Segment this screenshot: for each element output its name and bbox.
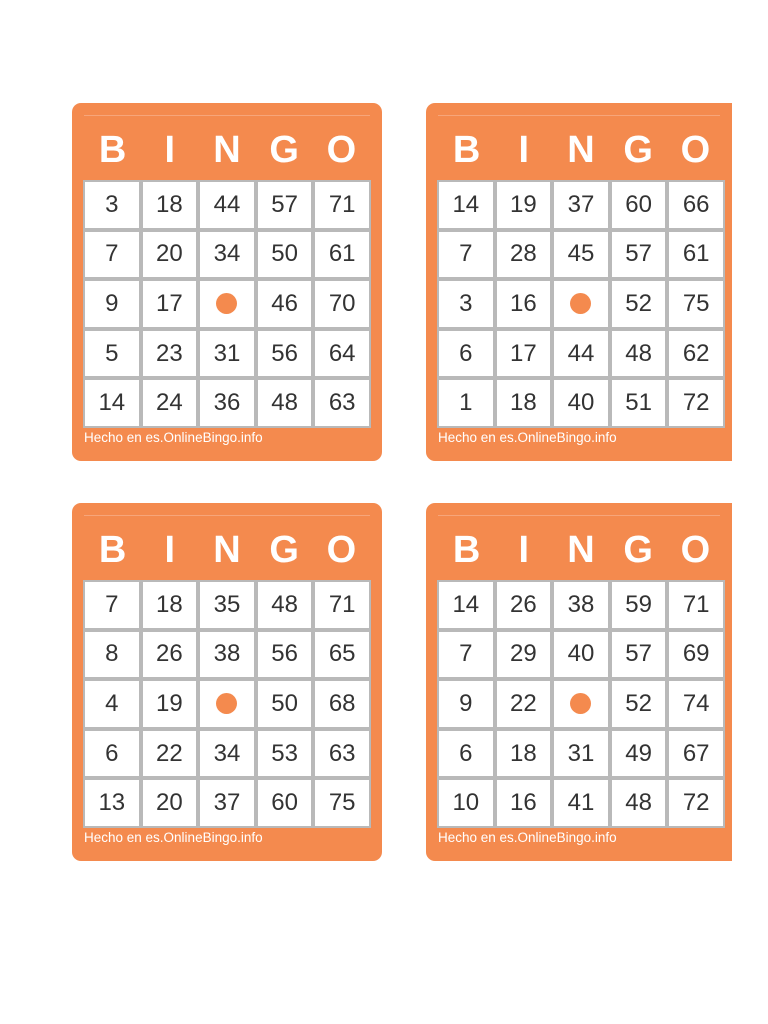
grid-cell: 38 [200,632,254,678]
letter-o: O [680,529,711,571]
grid-cell: 48 [612,780,666,826]
bingo-title [438,525,724,575]
grid-cell: 6 [439,731,493,777]
grid-cell: 3 [85,182,139,228]
grid-cell: 29 [497,632,551,678]
bingo-title [84,525,370,575]
grid-cell: 1 [439,380,493,426]
grid-cell: 68 [315,681,369,727]
letter-o: O [680,129,711,171]
grid-cell: 75 [669,281,723,327]
grid-cell: 24 [143,380,197,426]
card-header-divider [84,515,370,516]
grid-cell: 64 [315,331,369,377]
grid-cell: 59 [612,582,666,628]
grid-cell: 7 [439,232,493,278]
free-space-cell [554,681,608,727]
bingo-card-3 [72,503,382,861]
grid-cell: 26 [143,632,197,678]
letter-n: N [567,129,595,171]
letter-g: G [623,129,653,171]
grid-cell: 37 [554,182,608,228]
letter-n: N [567,529,595,571]
grid-cell: 34 [200,731,254,777]
card-header-divider [438,115,720,116]
letter-i: I [518,529,530,571]
grid-cell: 28 [497,232,551,278]
card-header-divider [84,115,370,116]
grid-cell: 71 [669,582,723,628]
grid-cell: 7 [439,632,493,678]
grid-cell: 16 [497,281,551,327]
free-space-cell [200,281,254,327]
grid-cell: 56 [258,632,312,678]
grid-cell: 69 [669,632,723,678]
grid-cell: 66 [669,182,723,228]
grid-cell: 72 [669,380,723,426]
grid-cell: 7 [85,582,139,628]
free-space-dot-icon [570,693,591,714]
grid-cell: 8 [85,632,139,678]
bingo-title [84,125,370,175]
grid-cell: 10 [439,780,493,826]
grid-cell: 19 [497,182,551,228]
grid-cell: 20 [143,232,197,278]
grid-cell: 71 [315,182,369,228]
letter-b: B [98,529,127,571]
letter-g: G [623,529,653,571]
grid-cell: 7 [85,232,139,278]
grid-cell: 60 [612,182,666,228]
grid-cell: 74 [669,681,723,727]
grid-cell: 17 [497,331,551,377]
card-footer-credit: Hecho en es.OnlineBingo.info [438,430,617,445]
grid-cell: 14 [439,182,493,228]
grid-cell: 75 [315,780,369,826]
grid-cell: 26 [497,582,551,628]
grid-cell: 31 [554,731,608,777]
grid-cell: 16 [497,780,551,826]
grid-cell: 49 [612,731,666,777]
grid-cell: 18 [143,182,197,228]
letter-g: G [269,129,299,171]
bingo-card-2 [426,103,732,461]
card-footer-credit: Hecho en es.OnlineBingo.info [84,430,263,445]
letter-o: O [326,529,357,571]
bingo-card-1 [72,103,382,461]
letter-b: B [452,129,481,171]
grid-cell: 17 [143,281,197,327]
grid-cell: 22 [497,681,551,727]
letter-g: G [269,529,299,571]
grid-cell: 18 [143,582,197,628]
free-space-cell [554,281,608,327]
card-footer-credit: Hecho en es.OnlineBingo.info [84,830,263,845]
grid-cell: 41 [554,780,608,826]
grid-cell: 23 [143,331,197,377]
grid-cell: 40 [554,632,608,678]
letter-i: I [164,529,176,571]
grid-cell: 52 [612,681,666,727]
letter-o: O [326,129,357,171]
grid-cell: 13 [85,780,139,826]
grid-cell: 70 [315,281,369,327]
grid-cell: 6 [439,331,493,377]
grid-cell: 51 [612,380,666,426]
number-grid [83,180,371,428]
grid-cell: 37 [200,780,254,826]
grid-cell: 45 [554,232,608,278]
number-grid [437,580,725,828]
grid-cell: 9 [85,281,139,327]
grid-cell: 34 [200,232,254,278]
grid-cell: 57 [258,182,312,228]
bingo-title [438,125,724,175]
grid-cell: 63 [315,731,369,777]
grid-cell: 60 [258,780,312,826]
grid-cell: 18 [497,380,551,426]
free-space-dot-icon [216,293,237,314]
grid-cell: 52 [612,281,666,327]
card-header-divider [438,515,720,516]
number-grid [83,580,371,828]
bingo-card-4 [426,503,732,861]
grid-cell: 14 [85,380,139,426]
grid-cell: 67 [669,731,723,777]
letter-b: B [98,129,127,171]
grid-cell: 71 [315,582,369,628]
number-grid [437,180,725,428]
free-space-dot-icon [570,293,591,314]
grid-cell: 31 [200,331,254,377]
grid-cell: 61 [669,232,723,278]
grid-cell: 57 [612,632,666,678]
grid-cell: 38 [554,582,608,628]
grid-cell: 48 [258,380,312,426]
grid-cell: 50 [258,232,312,278]
grid-cell: 20 [143,780,197,826]
letter-b: B [452,529,481,571]
grid-cell: 48 [258,582,312,628]
grid-cell: 65 [315,632,369,678]
grid-cell: 57 [612,232,666,278]
free-space-cell [200,681,254,727]
letter-n: N [213,529,241,571]
grid-cell: 14 [439,582,493,628]
grid-cell: 4 [85,681,139,727]
grid-cell: 72 [669,780,723,826]
grid-cell: 44 [554,331,608,377]
card-footer-credit: Hecho en es.OnlineBingo.info [438,830,617,845]
grid-cell: 40 [554,380,608,426]
letter-n: N [213,129,241,171]
grid-cell: 6 [85,731,139,777]
grid-cell: 9 [439,681,493,727]
grid-cell: 5 [85,331,139,377]
grid-cell: 63 [315,380,369,426]
grid-cell: 50 [258,681,312,727]
free-space-dot-icon [216,693,237,714]
grid-cell: 22 [143,731,197,777]
grid-cell: 44 [200,182,254,228]
grid-cell: 62 [669,331,723,377]
grid-cell: 35 [200,582,254,628]
grid-cell: 18 [497,731,551,777]
grid-cell: 36 [200,380,254,426]
grid-cell: 3 [439,281,493,327]
grid-cell: 46 [258,281,312,327]
grid-cell: 56 [258,331,312,377]
grid-cell: 61 [315,232,369,278]
grid-cell: 53 [258,731,312,777]
grid-cell: 48 [612,331,666,377]
letter-i: I [518,129,530,171]
letter-i: I [164,129,176,171]
grid-cell: 19 [143,681,197,727]
